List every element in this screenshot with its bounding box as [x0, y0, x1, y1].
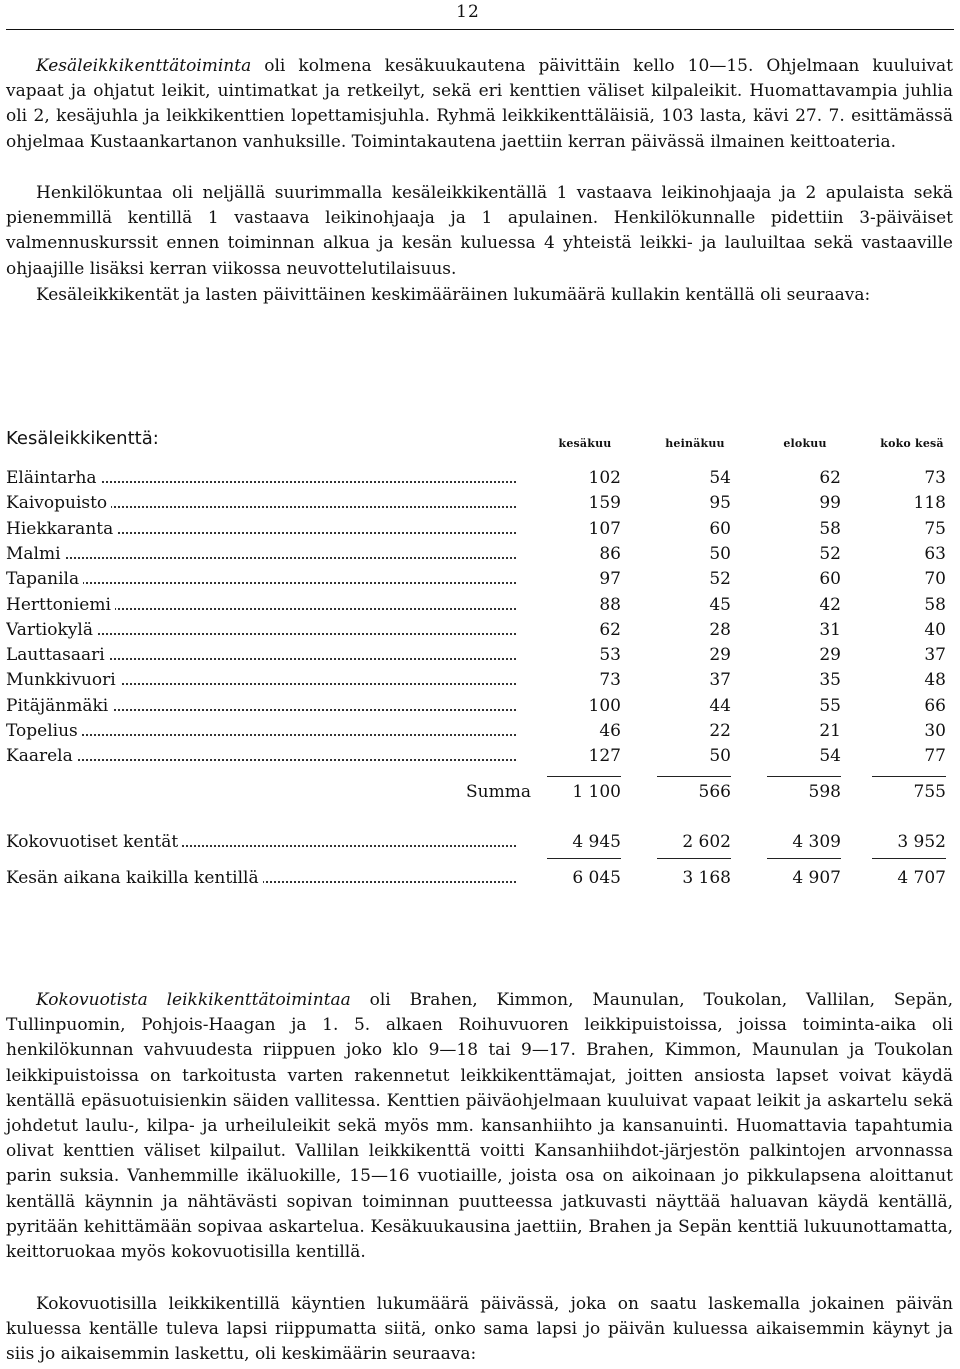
value-whole-summer: 118 — [913, 493, 946, 514]
value-june: 159 — [588, 493, 621, 514]
value-august: 99 — [819, 493, 841, 514]
value-august: 42 — [819, 594, 841, 615]
outro-paragraph-1 — [6, 988, 953, 1265]
intro-paragraph-3-text: Kesäleikkikentät ja lasten päivittäinen keskimääräinen lukumäärä kullakin kentällä oli seuraava: — [36, 285, 871, 305]
value-june: 102 — [588, 468, 621, 488]
summa-underline-1 — [547, 776, 621, 777]
playground-name: Malmi — [6, 544, 516, 564]
summa-label: Summa — [466, 782, 531, 802]
table-row — [6, 468, 950, 492]
page-number: 12 — [456, 2, 480, 22]
summa-underline-3 — [767, 776, 841, 777]
kokovuotiset-value-august: 4 309 — [792, 832, 841, 852]
kokovuotiset-underline-4 — [872, 858, 946, 859]
table-row — [6, 670, 950, 694]
table-row — [6, 721, 950, 745]
outro-paragraph-2 — [6, 1292, 953, 1368]
value-whole-summer: 73 — [924, 468, 946, 488]
value-august: 54 — [819, 746, 841, 767]
value-july: 29 — [709, 645, 731, 666]
kokovuotiset-underline-1 — [547, 858, 621, 859]
kesan-aikana-value-august: 4 907 — [792, 868, 841, 888]
value-august: 31 — [819, 619, 841, 640]
value-june: 107 — [588, 518, 621, 539]
kesan-aikana-row — [6, 868, 950, 892]
value-august: 55 — [819, 695, 841, 716]
value-july: 54 — [709, 468, 731, 488]
value-june: 62 — [599, 619, 621, 640]
value-whole-summer: 75 — [924, 518, 946, 539]
value-august: 35 — [819, 670, 841, 691]
kesan-aikana-value-june: 6 045 — [572, 868, 621, 888]
value-july: 52 — [709, 569, 731, 590]
value-august: 21 — [819, 721, 841, 741]
summa-underline-4 — [872, 776, 946, 777]
kokovuotiset-underline-3 — [767, 858, 841, 859]
kokovuotiset-label: Kokovuotiset kentät — [6, 832, 516, 852]
intro-paragraph-1 — [6, 54, 953, 155]
summa-underline-2 — [657, 776, 731, 777]
intro-paragraph-1-text: oli kolmena kesäkuukautena päivittäin kello 10—15. Ohjelmaan kuuluivat vapaat ja ohjatut leikit, uintimatkat ja retkeilyt, sekä eri kenttien väliset kilpaleikit. Huomattavampia juhlia oli 2, kesäjuhla ja leikkikenttien lopettamisjuhla. Ryhmä leikkikenttäläisiä, 103 lasta, kävi 27. 7. esittämässä ohjelmaa Kustaankartanon vanhuksille. Toimintakautena jaettiin kerran päivässä ilmainen keittoateria. — [6, 56, 953, 152]
value-june: 88 — [599, 594, 621, 615]
table-row — [6, 544, 950, 568]
column-header-august: elokuu — [783, 437, 827, 450]
summa-row — [6, 782, 950, 806]
intro-paragraph-2 — [6, 181, 953, 282]
playground-name: Herttoniemi — [6, 595, 516, 615]
summa-value-august: 598 — [808, 782, 841, 802]
value-whole-summer: 77 — [924, 746, 946, 767]
table-row — [6, 746, 950, 770]
table-row — [6, 696, 950, 720]
summa-value-whole-summer: 755 — [913, 782, 946, 802]
value-august: 52 — [819, 543, 841, 564]
value-july: 37 — [709, 670, 731, 691]
table-row — [6, 620, 950, 644]
value-june: 100 — [588, 695, 621, 716]
kesan-aikana-value-july: 3 168 — [682, 868, 731, 888]
value-june: 127 — [588, 746, 621, 767]
table-row — [6, 493, 950, 517]
playground-name: Hiekkaranta — [6, 519, 516, 539]
outro-italic-term: Kokovuotista leikkikenttätoimintaa — [36, 990, 351, 1010]
intro-paragraph-2-text: Henkilökuntaa oli neljällä suurimmalla kesäleikkikentällä 1 vastaava leikinohjaaja ja 2 apulaista sekä pienemmillä kentillä 1 vastaava leikinohjaaja ja 1 apulainen. Henkilökunnalle pidettiin 3-päiväiset valmennuskurssit ennen toiminnan alkua ja kesän kuluessa 4 yhteistä leikki- ja lauluiltaa sekä vastaaville ohjaajille lisäksi kerran viikossa neuvottelutilaisuus. — [6, 183, 953, 279]
value-july: 45 — [709, 594, 731, 615]
value-whole-summer: 58 — [924, 594, 946, 615]
value-july: 44 — [709, 695, 731, 716]
column-header-july: heinäkuu — [665, 437, 725, 450]
kokovuotiset-value-june: 4 945 — [572, 832, 621, 852]
value-whole-summer: 66 — [924, 695, 946, 716]
value-july: 50 — [709, 543, 731, 564]
value-july: 50 — [709, 746, 731, 767]
value-june: 86 — [599, 543, 621, 564]
value-july: 60 — [709, 518, 731, 539]
value-whole-summer: 30 — [924, 721, 946, 741]
kesan-aikana-label: Kesän aikana kaikilla kentillä — [6, 868, 516, 888]
playground-name: Eläintarha — [6, 468, 516, 488]
value-august: 62 — [819, 468, 841, 488]
value-july: 22 — [709, 721, 731, 741]
value-june: 53 — [599, 645, 621, 666]
kokovuotiset-underline-2 — [657, 858, 731, 859]
table-title: Kesäleikkikenttä: — [6, 428, 159, 449]
outro-paragraph-2-text: Kokovuotisilla leikkikentillä käyntien lukumäärä päivässä, joka on saatu laskemalla jokainen päivän kuluessa kentälle tuleva lapsi riippumatta siitä, onko sama lapsi jo päivän kuluessa aikaisemmin käynyt ja siis jo aikaisemmin laskettu, oli keskimäärin seuraava: — [6, 1294, 953, 1365]
kesan-aikana-value-whole-summer: 4 707 — [897, 868, 946, 888]
outro-paragraph-1-text: oli Brahen, Kimmon, Maunulan, Toukolan, Vallilan, Sepän, Tullinpuomin, Pohjois-Haagan ja 1. 5. alkaen Roihuvuoren leikkipuistoissa, joissa toiminta-aika oli henkilökunnan vahvuudesta riippuen joko klo 9—18 tai 9—17. Brahen, Kimmon, Maunulan ja Toukolan leikkipuistoissa on tarkoitusta varten rakennetut leikkikenttämajat, joitten ansiosta lapset voivat käydä kentällä epäsuotuisienkin säiden vallitessa. Kenttien päiväohjelmaan kuuluivat vapaat leikit ja askartelu sekä johdetut laulu-, kilpa- ja urheiluleikit sekä myös mm. kansanhiihto ja kansanuinti. Huomattavia tapahtumia olivat kenttien väliset kilpailut. Vallilan leikkikenttä voitti Kansanhiihdot-järjestön palkintojen arvonnassa parin suksia. Vanhemmille ikäluokille, 15—16 vuotiaille, joista osa on aikoinaan jo pikkulapsena aloittanut kentällä käynnin ja nähtävästi sopivan toiminnan puutteessa jatkuvasti näyttää haluavan käydä kentällä, pyritään kehittämään sopivaa askartelua. Kesäkuukausina jaettiin, Brahen ja Sepän kenttiä lukuunottamatta, keittoruokaa myös kokovuotisilla kentillä. — [6, 990, 953, 1263]
summa-value-july: 566 — [698, 782, 731, 802]
table-row — [6, 645, 950, 669]
value-whole-summer: 48 — [924, 670, 946, 691]
header-rule — [6, 29, 954, 30]
intro-italic-term: Kesäleikkikenttätoiminta — [36, 56, 252, 76]
intro-paragraph-3 — [6, 283, 953, 308]
value-whole-summer: 40 — [924, 619, 946, 640]
value-august: 58 — [819, 518, 841, 539]
playground-name: Topelius — [6, 721, 516, 741]
playground-name: Kaivopuisto — [6, 493, 516, 513]
value-whole-summer: 37 — [924, 645, 946, 666]
value-june: 46 — [599, 721, 621, 741]
value-whole-summer: 63 — [924, 543, 946, 564]
kokovuotiset-value-july: 2 602 — [682, 832, 731, 852]
playground-name: Vartiokylä — [6, 620, 516, 640]
summa-value-june: 1 100 — [572, 782, 621, 802]
playground-name: Kaarela — [6, 746, 516, 766]
value-july: 28 — [709, 619, 731, 640]
column-header-whole-summer: koko kesä — [880, 437, 944, 450]
playground-name: Tapanila — [6, 569, 516, 589]
column-header-june: kesäkuu — [558, 437, 612, 450]
table-row — [6, 519, 950, 543]
value-june: 97 — [599, 569, 621, 590]
value-july: 95 — [709, 493, 731, 514]
table-row — [6, 569, 950, 593]
value-june: 73 — [599, 670, 621, 691]
playground-name: Pitäjänmäki — [6, 696, 516, 716]
table-row — [6, 595, 950, 619]
value-whole-summer: 70 — [924, 569, 946, 590]
kokovuotiset-value-whole-summer: 3 952 — [897, 832, 946, 852]
playground-name: Lauttasaari — [6, 645, 516, 665]
playground-name: Munkkivuori — [6, 670, 516, 690]
kokovuotiset-row — [6, 832, 950, 856]
value-august: 60 — [819, 569, 841, 590]
value-august: 29 — [819, 645, 841, 666]
